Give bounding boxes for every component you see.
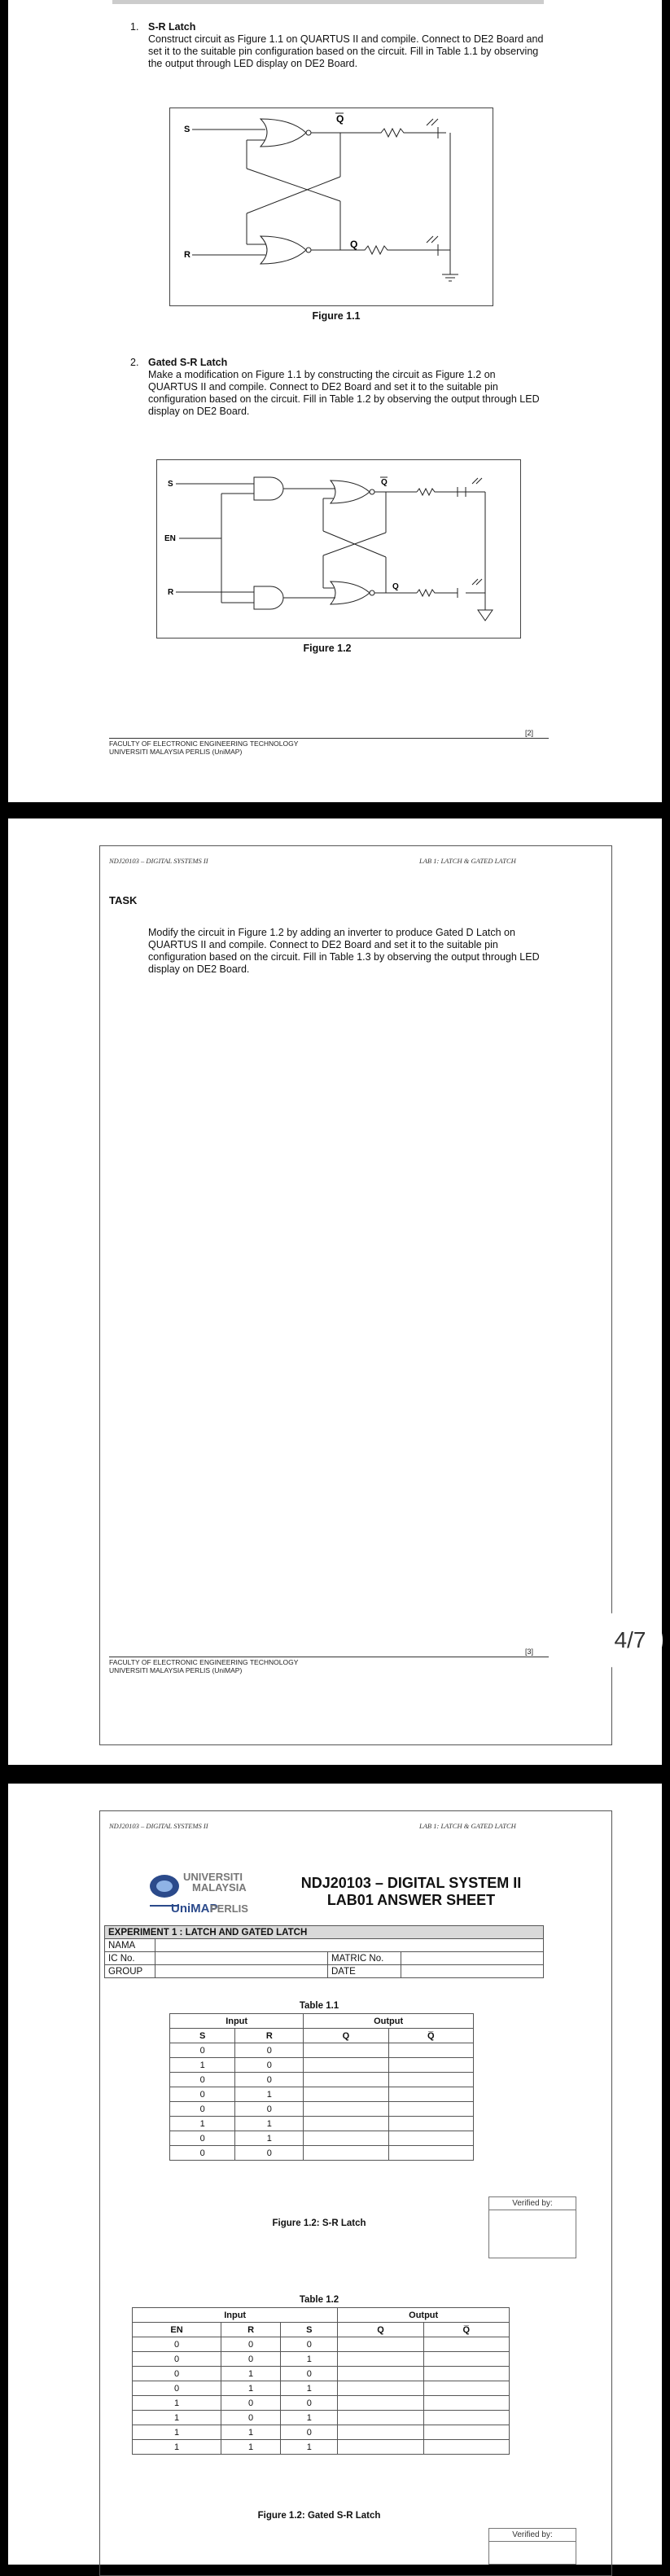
table-row [170, 2073, 474, 2087]
col-q: Q [304, 2029, 388, 2043]
input-cell: 1 [133, 2411, 221, 2425]
input-cell: 1 [221, 2440, 281, 2455]
answer-sheet-title [277, 1875, 545, 1909]
logo-line-1: UNIVERSITI [183, 1871, 243, 1883]
table-row [170, 2087, 474, 2102]
output-cell[interactable] [338, 2440, 423, 2455]
fig1-label-s: S [184, 125, 190, 134]
output-cell[interactable] [423, 2411, 509, 2425]
input-header: Input [133, 2308, 338, 2323]
experiment-title: EXPERIMENT 1 : LATCH AND GATED LATCH [105, 1926, 544, 1939]
running-header-right: LAB 1: LATCH & GATED LATCH [419, 1822, 516, 1830]
output-cell[interactable] [388, 2131, 473, 2146]
output-cell[interactable] [304, 2043, 388, 2058]
figure-1-2-gated-sr-latch-circuit [156, 459, 521, 639]
item-2-title: Gated S-R Latch [148, 357, 228, 368]
document-page-2 [8, 0, 662, 802]
output-header: Output [304, 2014, 474, 2029]
table-row [170, 2102, 474, 2117]
running-header-left: NDJ20103 – DIGITAL SYSTEMS II [109, 857, 208, 865]
input-cell: 1 [281, 2381, 338, 2396]
col-q: Q [338, 2323, 423, 2337]
page-number: [2] [525, 729, 534, 737]
input-cell: 0 [133, 2352, 221, 2367]
input-cell: 0 [221, 2352, 281, 2367]
page-footer [109, 738, 549, 756]
figure-1-1-sr-latch-circuit [169, 108, 493, 306]
output-cell[interactable] [388, 2087, 473, 2102]
output-cell[interactable] [338, 2396, 423, 2411]
input-header: Input [170, 2014, 304, 2029]
ground-symbol [442, 274, 458, 281]
verified-box-2[interactable] [488, 2528, 576, 2565]
footer-university: UNIVERSITI MALAYSIA PERLIS (UniMAP) [109, 1666, 243, 1674]
input-cell: 0 [133, 2337, 221, 2352]
nor-gate-2-top [331, 481, 370, 503]
title-line-2: LAB01 ANSWER SHEET [326, 1892, 496, 1908]
col-r: R [221, 2323, 281, 2337]
nama-field[interactable] [155, 1939, 544, 1952]
led-top [414, 127, 446, 138]
icno-field[interactable] [155, 1952, 328, 1965]
date-field[interactable] [401, 1965, 544, 1978]
fig1-label-r: R [184, 250, 190, 260]
input-cell: 0 [235, 2043, 304, 2058]
input-cell: 0 [170, 2146, 235, 2161]
input-cell: 1 [281, 2352, 338, 2367]
col-s: S [170, 2029, 235, 2043]
verified-label: Verified by: [489, 2197, 576, 2210]
output-cell[interactable] [304, 2073, 388, 2087]
ground-symbol-2 [478, 610, 493, 621]
led-bottom [414, 244, 450, 256]
table-1-1-title: Table 1.1 [299, 2001, 339, 2011]
input-cell: 0 [235, 2073, 304, 2087]
table-row [170, 2058, 474, 2073]
input-cell: 0 [281, 2367, 338, 2381]
unimap-logo [147, 1870, 248, 1919]
footer-faculty: FACULTY OF ELECTRONIC ENGINEERING TECHNOLOGY [109, 1658, 299, 1666]
output-cell[interactable] [304, 2146, 388, 2161]
fig2-label-s: S [168, 480, 173, 489]
and-gate-top [254, 477, 283, 500]
output-cell[interactable] [388, 2058, 473, 2073]
item-2-number: 2. [130, 357, 139, 368]
fig2-label-r: R [168, 588, 174, 597]
col-en: EN [133, 2323, 221, 2337]
input-cell: 0 [221, 2411, 281, 2425]
output-cell[interactable] [338, 2411, 423, 2425]
page-border [99, 845, 612, 1745]
page-indicator-badge: 4/7 [598, 1608, 663, 1673]
input-cell: 1 [133, 2440, 221, 2455]
task-heading: TASK [109, 894, 138, 906]
output-cell[interactable] [423, 2381, 509, 2396]
table-row [170, 2117, 474, 2131]
table-row [133, 2381, 510, 2396]
table-row [133, 2352, 510, 2367]
item-2-text: Make a modification on Figure 1.1 by constructing the circuit as Figure 1.2 on QUARTUS II and compile. Connect to DE2 Board and set it to the suitable pin configuration based on the circuit. Fill in Table 1.2 by observing the output through LED display on DE2 Board. [148, 369, 540, 417]
input-cell: 0 [235, 2102, 304, 2117]
running-header-left: NDJ20103 – DIGITAL SYSTEMS II [109, 1822, 208, 1830]
output-header: Output [338, 2308, 510, 2323]
nor-gate-bottom [261, 236, 306, 264]
output-cell[interactable] [388, 2117, 473, 2131]
input-cell: 1 [170, 2058, 235, 2073]
label-nama: NAMA [105, 1939, 155, 1952]
input-cell: 0 [170, 2043, 235, 2058]
input-cell: 0 [281, 2396, 338, 2411]
item-2 [148, 357, 547, 418]
fig2-label-q: Q [392, 582, 399, 591]
output-cell[interactable] [338, 2367, 423, 2381]
table-row [133, 2367, 510, 2381]
input-cell: 1 [235, 2117, 304, 2131]
input-cell: 1 [133, 2396, 221, 2411]
col-qbar: Q̅ [423, 2323, 509, 2337]
output-cell[interactable] [304, 2087, 388, 2102]
table-row [170, 2131, 474, 2146]
footer-university: UNIVERSITI MALAYSIA PERLIS (UniMAP) [109, 748, 243, 756]
page-footer [109, 1657, 549, 1674]
figure-1-1-caption: Figure 1.1 [312, 310, 361, 322]
footer-faculty: FACULTY OF ELECTRONIC ENGINEERING TECHNOLOGY [109, 739, 299, 748]
label-matric: MATRIC No. [328, 1952, 401, 1965]
task-text: Modify the circuit in Figure 1.2 by adding an inverter to produce Gated D Latch on QUARTUS II and compile. Connect to DE2 Board and set it to the suitable pin configuration based on the circuit. Fill in Table 1.3 by observing the output through LED display on DE2 Board. [148, 927, 540, 975]
table-1-1-caption: Figure 1.2: S-R Latch [272, 2218, 366, 2228]
table-row [170, 2146, 474, 2161]
label-icno: IC No. [105, 1952, 155, 1965]
fig2-label-en: EN [164, 534, 176, 543]
verified-label: Verified by: [489, 2529, 576, 2542]
figure-1-2-caption: Figure 1.2 [303, 643, 352, 654]
output-cell[interactable] [388, 2043, 473, 2058]
fig2-label-qbar: Q [381, 478, 388, 487]
output-cell[interactable] [304, 2102, 388, 2117]
input-cell: 0 [170, 2131, 235, 2146]
col-qbar: Q̅ [388, 2029, 473, 2043]
item-1-text: Construct circuit as Figure 1.1 on QUARTUS II and compile. Connect to DE2 Board and set it to the suitable pin configuration based on the circuit. Fill in Table 1.1 by observing the output through LED display on DE2 Board. [148, 33, 544, 69]
output-cell[interactable] [338, 2381, 423, 2396]
item-1-title: S-R Latch [148, 21, 196, 33]
table-1-1-sr-latch [169, 2013, 474, 2161]
input-cell: 0 [170, 2102, 235, 2117]
col-r: R [235, 2029, 304, 2043]
output-cell[interactable] [423, 2352, 509, 2367]
page-number: [3] [525, 1648, 534, 1656]
input-cell: 0 [281, 2425, 338, 2440]
item-1 [148, 21, 547, 70]
label-group: GROUP [105, 1965, 155, 1978]
table-row [133, 2425, 510, 2440]
fig1-label-qbar: Q [336, 113, 344, 125]
input-cell: 1 [281, 2411, 338, 2425]
input-cell: 0 [133, 2367, 221, 2381]
top-band [112, 0, 544, 4]
document-page-3 [8, 818, 662, 1765]
group-field[interactable] [155, 1965, 328, 1978]
input-cell: 0 [221, 2337, 281, 2352]
resistor-top [340, 129, 414, 137]
input-cell: 0 [235, 2058, 304, 2073]
title-line-1: NDJ20103 – DIGITAL SYSTEM II [300, 1875, 522, 1891]
input-cell: 0 [221, 2396, 281, 2411]
table-1-2-title: Table 1.2 [299, 2295, 339, 2305]
table-1-2-caption: Figure 1.2: Gated S-R Latch [257, 2511, 381, 2521]
input-cell: 0 [281, 2337, 338, 2352]
input-cell: 1 [221, 2367, 281, 2381]
table-row [133, 2411, 510, 2425]
input-cell: 1 [235, 2131, 304, 2146]
matric-field[interactable] [401, 1952, 544, 1965]
input-cell: 0 [133, 2381, 221, 2396]
table-row [133, 2396, 510, 2411]
col-s: S [281, 2323, 338, 2337]
output-cell[interactable] [304, 2058, 388, 2073]
output-cell[interactable] [388, 2102, 473, 2117]
nor-gate-2-bottom [331, 581, 370, 604]
output-cell[interactable] [423, 2425, 509, 2440]
item-1-number: 1. [130, 21, 139, 33]
fig1-label-q: Q [350, 239, 358, 250]
output-cell[interactable] [423, 2440, 509, 2455]
input-cell: 1 [221, 2425, 281, 2440]
output-cell[interactable] [423, 2367, 509, 2381]
input-cell: 1 [170, 2117, 235, 2131]
output-cell[interactable] [388, 2073, 473, 2087]
student-info-table [104, 1925, 544, 1978]
table-row [170, 2043, 474, 2058]
and-gate-bottom [254, 586, 283, 609]
input-cell: 0 [170, 2087, 235, 2102]
running-header-right: LAB 1: LATCH & GATED LATCH [419, 857, 516, 865]
input-cell: 1 [281, 2440, 338, 2455]
nor-gate-top [261, 119, 306, 147]
input-cell: 1 [221, 2381, 281, 2396]
table-1-2-gated-sr-latch [132, 2307, 510, 2455]
output-cell[interactable] [304, 2131, 388, 2146]
logo-line-2: MALAYSIA [192, 1881, 247, 1894]
output-cell[interactable] [304, 2117, 388, 2131]
verified-box-1[interactable] [488, 2196, 576, 2258]
output-cell[interactable] [338, 2352, 423, 2367]
output-cell[interactable] [338, 2425, 423, 2440]
output-cell[interactable] [388, 2146, 473, 2161]
logo-mark: UniMAP [171, 1902, 218, 1916]
input-cell: 1 [235, 2087, 304, 2102]
resistor-2-top [417, 489, 458, 495]
input-cell: 0 [235, 2146, 304, 2161]
label-date: DATE [328, 1965, 401, 1978]
table-row [133, 2440, 510, 2455]
output-cell[interactable] [423, 2396, 509, 2411]
logo-line-3: PERLIS [210, 1902, 248, 1915]
output-cell[interactable] [338, 2337, 423, 2352]
table-row [133, 2337, 510, 2352]
input-cell: 0 [170, 2073, 235, 2087]
input-cell: 1 [133, 2425, 221, 2440]
output-cell[interactable] [423, 2337, 509, 2352]
resistor-2-bottom [417, 590, 458, 596]
